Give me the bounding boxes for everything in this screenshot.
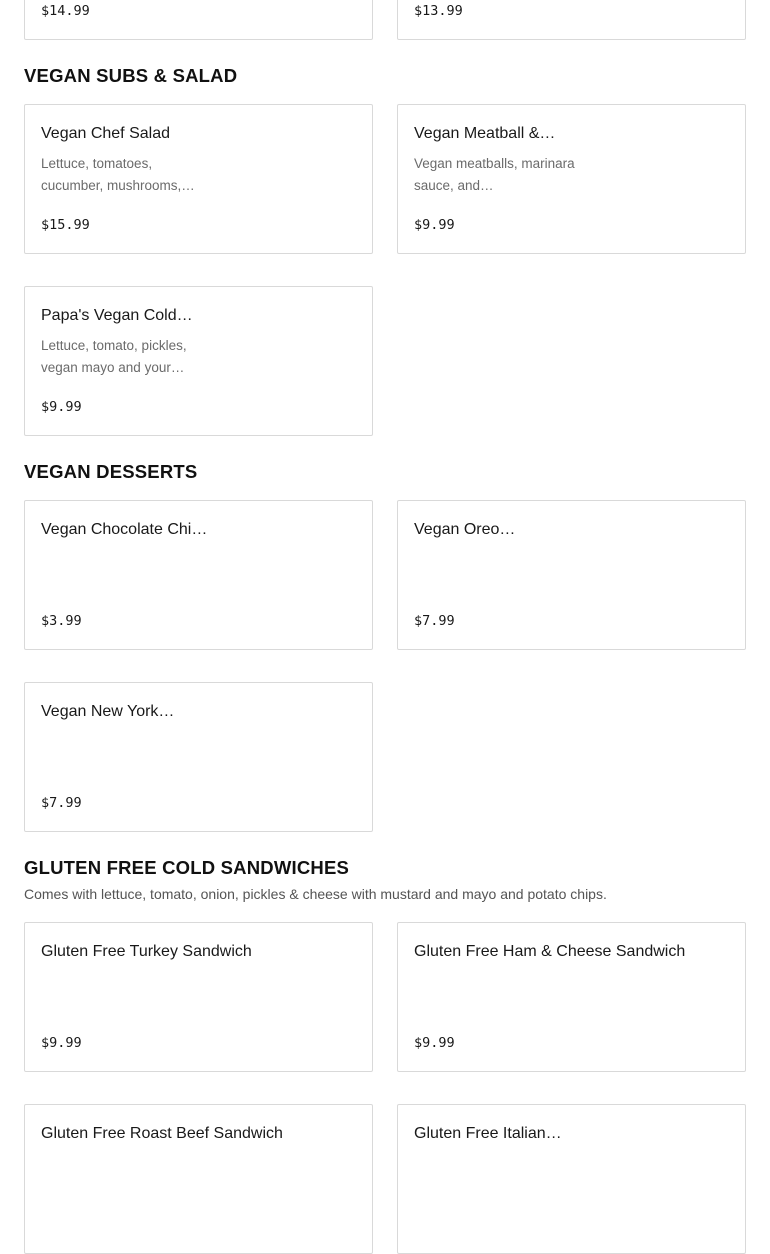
item-price: $9.99: [41, 1035, 82, 1051]
item-name: Gluten Free Turkey Sandwich: [41, 943, 252, 960]
section-title: VEGAN DESSERTS: [24, 461, 198, 482]
item-name: Vegan New York…: [41, 703, 175, 720]
menu-item-card[interactable]: [24, 104, 373, 254]
item-price: $9.99: [41, 399, 82, 415]
menu-item-card[interactable]: [24, 0, 373, 40]
item-price: $9.99: [414, 1035, 455, 1051]
item-name: Vegan Meatball &…: [414, 125, 556, 142]
item-name: Gluten Free Ham & Cheese Sandwich: [414, 943, 686, 960]
item-price: $7.99: [414, 613, 455, 629]
item-name: Gluten Free Italian…: [414, 1125, 562, 1142]
item-price: $7.99: [41, 795, 82, 811]
item-price: $14.99: [41, 3, 90, 19]
section-description: Comes with lettuce, tomato, onion, pickles & cheese with mustard and mayo and potato chips.: [24, 886, 607, 902]
item-name: Vegan Chocolate Chi…: [41, 521, 208, 538]
item-price: $9.99: [414, 217, 455, 233]
item-price: $15.99: [41, 217, 90, 233]
section-title: VEGAN SUBS & SALAD: [24, 65, 238, 86]
item-price: $3.99: [41, 613, 82, 629]
item-price: $13.99: [414, 3, 463, 19]
menu-item-card[interactable]: [397, 1104, 746, 1254]
menu-item-card[interactable]: [24, 1104, 373, 1254]
item-description: Lettuce, tomato, pickles, vegan mayo and your…: [41, 338, 187, 375]
section-title: GLUTEN FREE COLD SANDWICHES: [24, 857, 350, 878]
item-name: Gluten Free Roast Beef Sandwich: [41, 1125, 283, 1142]
item-description: Lettuce, tomatoes, cucumber, mushrooms,…: [41, 156, 195, 193]
item-name: Vegan Chef Salad: [41, 125, 170, 142]
menu-item-card[interactable]: [24, 682, 373, 832]
item-name: Papa's Vegan Cold…: [41, 307, 193, 324]
menu-item-card[interactable]: [397, 500, 746, 650]
menu-item-card[interactable]: [24, 500, 373, 650]
menu-item-card[interactable]: [397, 922, 746, 1072]
item-description: Vegan meatballs, marinara sauce, and…: [414, 156, 575, 193]
item-name: Vegan Oreo…: [414, 521, 516, 538]
menu-item-card[interactable]: [397, 104, 746, 254]
menu-item-card[interactable]: [24, 922, 373, 1072]
menu-item-card[interactable]: [397, 0, 746, 40]
menu-item-card[interactable]: [24, 286, 373, 436]
